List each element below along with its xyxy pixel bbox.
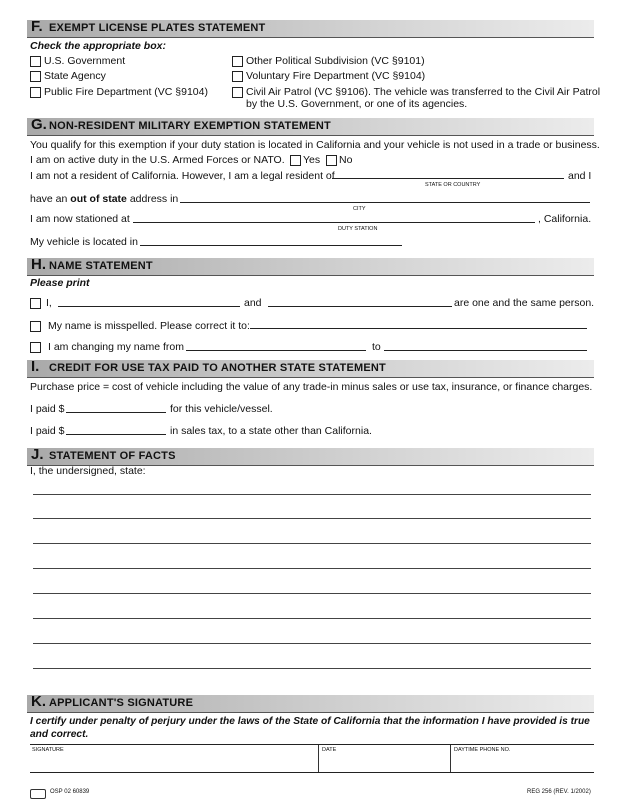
name-from-field[interactable] xyxy=(186,350,366,351)
vehicle-price-field[interactable] xyxy=(66,412,166,413)
i-paid-label-2: I paid $ xyxy=(30,425,65,437)
label-civil-air-patrol: Civil Air Patrol (VC §9106). The vehicle was transferred to the Civil Air Patrol xyxy=(246,86,601,98)
section-j-header xyxy=(27,448,594,466)
checkbox-changing-name[interactable] xyxy=(30,342,41,353)
date-field[interactable] xyxy=(320,756,448,772)
section-k-title: APPLICANT'S SIGNATURE xyxy=(49,697,194,709)
section-k-header xyxy=(27,695,594,713)
name-to-field[interactable] xyxy=(384,350,587,351)
to-label: to xyxy=(372,341,381,353)
qualify-text: You qualify for this exemption if your duty station is located in California and your vehicle is not used in a trade or business. xyxy=(30,139,600,151)
have-an-label: have an xyxy=(30,193,68,205)
label-other-political-subdivision: Other Political Subdivision (VC §9101) xyxy=(246,55,425,67)
signature-caption: SIGNATURE xyxy=(32,747,64,753)
label-us-government: U.S. Government xyxy=(44,55,126,67)
section-f-letter: F. xyxy=(31,18,43,35)
signature-date-divider xyxy=(318,745,319,773)
vehicle-location-field[interactable] xyxy=(140,245,402,246)
city-caption: CITY xyxy=(353,206,366,212)
statement-line-1[interactable] xyxy=(33,494,591,495)
section-i-title: CREDIT FOR USE TAX PAID TO ANOTHER STATE STATEMENT xyxy=(49,362,386,374)
sales-tax-field[interactable] xyxy=(66,434,166,435)
date-phone-divider xyxy=(450,745,451,773)
name-one-field[interactable] xyxy=(58,306,240,307)
address-in-label: address in xyxy=(129,193,179,205)
statement-line-2[interactable] xyxy=(33,518,591,519)
checkbox-civil-air-patrol[interactable] xyxy=(232,87,243,98)
duty-station-caption: DUTY STATION xyxy=(338,226,378,232)
label-voluntary-fire-department: Voluntary Fire Department (VC §9104) xyxy=(246,70,426,82)
statement-line-6[interactable] xyxy=(33,618,591,619)
daytime-phone-caption: DAYTIME PHONE NO. xyxy=(454,747,511,753)
statement-line-8[interactable] xyxy=(33,668,591,669)
not-resident-text: I am not a resident of California. However, I am a legal resident of xyxy=(30,170,335,182)
section-g-header xyxy=(27,118,594,136)
checkbox-public-fire-department[interactable] xyxy=(30,87,41,98)
statement-line-4[interactable] xyxy=(33,568,591,569)
section-f-header xyxy=(27,20,594,38)
purchase-price-text: Purchase price = cost of vehicle including the value of any trade-in minus sales or use tax, insurance, or finance charges. xyxy=(30,381,593,393)
checkbox-state-agency[interactable] xyxy=(30,71,41,82)
changing-name-text: I am changing my name from xyxy=(48,341,184,353)
date-caption: DATE xyxy=(322,747,337,753)
section-g-title: NON-RESIDENT MILITARY EXEMPTION STATEMENT xyxy=(49,120,331,132)
signature-row-top-rule xyxy=(30,744,594,745)
section-h-header xyxy=(27,258,594,276)
checkbox-misspelled[interactable] xyxy=(30,321,41,332)
i-paid-label-1: I paid $ xyxy=(30,403,65,415)
city-field[interactable] xyxy=(180,202,590,203)
daytime-phone-field[interactable] xyxy=(452,756,592,772)
state-or-country-caption: STATE OR COUNTRY xyxy=(425,182,481,188)
stationed-at-text: I am now stationed at xyxy=(30,213,130,225)
checkbox-same-person[interactable] xyxy=(30,298,41,309)
statement-line-7[interactable] xyxy=(33,643,591,644)
name-two-field[interactable] xyxy=(268,306,452,307)
label-civil-air-patrol-cont: by the U.S. Government, or one of its agencies. xyxy=(246,98,468,110)
vehicle-located-text: My vehicle is located in xyxy=(30,236,138,248)
section-h-letter: H. xyxy=(31,256,46,273)
section-f-title: EXEMPT LICENSE PLATES STATEMENT xyxy=(49,22,266,34)
section-i-header xyxy=(27,360,594,378)
label-public-fire-department: Public Fire Department (VC §9104) xyxy=(44,86,208,98)
checkbox-no[interactable] xyxy=(326,155,337,166)
section-k-letter: K. xyxy=(31,693,46,710)
same-person-text: are one and the same person. xyxy=(454,297,595,309)
please-print-text: Please print xyxy=(30,277,90,289)
label-state-agency: State Agency xyxy=(44,70,106,82)
have-an-text xyxy=(30,193,178,205)
duty-station-field[interactable] xyxy=(133,222,535,223)
section-h-title: NAME STATEMENT xyxy=(49,260,153,272)
misspelled-text: My name is misspelled. Please correct it to: xyxy=(48,320,250,332)
sales-tax-text: in sales tax, to a state other than California. xyxy=(170,425,372,437)
undersigned-text: I, the undersigned, state: xyxy=(30,465,146,477)
signature-field[interactable] xyxy=(31,756,317,772)
section-j-letter: J. xyxy=(31,446,44,463)
checkbox-us-government[interactable] xyxy=(30,56,41,67)
osp-code: OSP 02 60839 xyxy=(50,789,90,795)
section-i-letter: I. xyxy=(31,358,40,375)
checkbox-other-political-subdivision[interactable] xyxy=(232,56,243,67)
check-box-instruction: Check the appropriate box: xyxy=(30,40,166,52)
state-or-country-field[interactable] xyxy=(332,178,564,179)
statement-line-5[interactable] xyxy=(33,593,591,594)
out-of-state-label: out of state xyxy=(70,193,127,205)
label-no: No xyxy=(339,154,353,166)
section-g-letter: G. xyxy=(31,116,47,133)
active-duty-text: I am on active duty in the U.S. Armed Forces or NATO. xyxy=(30,154,285,166)
form-number: REG 256 (REV. 1/2002) xyxy=(527,789,591,795)
checkbox-yes[interactable] xyxy=(290,155,301,166)
checkbox-voluntary-fire-department[interactable] xyxy=(232,71,243,82)
label-yes: Yes xyxy=(303,154,321,166)
california-text: , California. xyxy=(538,213,592,225)
certify-line-1: I certify under penalty of perjury under the laws of the State of California that the information I have provided is true xyxy=(30,716,590,727)
and-i-text: and I xyxy=(568,170,592,182)
corrected-name-field[interactable] xyxy=(250,328,587,329)
for-vehicle-text: for this vehicle/vessel. xyxy=(170,403,273,415)
i-label: I, xyxy=(46,297,52,309)
certify-line-2: and correct. xyxy=(30,729,89,740)
and-label: and xyxy=(244,297,262,309)
statement-line-3[interactable] xyxy=(33,543,591,544)
section-j-title: STATEMENT OF FACTS xyxy=(49,450,176,462)
signature-row-bottom-rule xyxy=(30,772,594,773)
osp-logo-icon xyxy=(30,789,46,799)
